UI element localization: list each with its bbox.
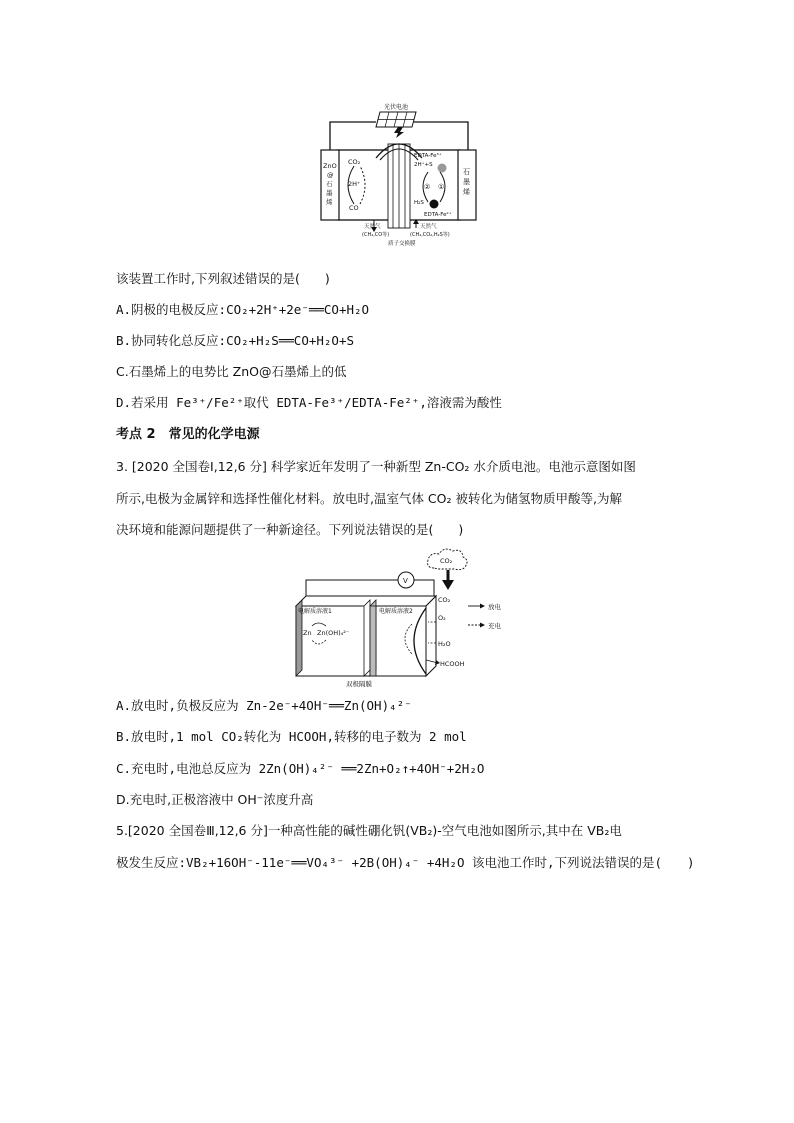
h-plus-label: 2H⁺	[348, 180, 361, 188]
gas-right-label: 天然气	[420, 224, 437, 230]
membrane-label: 质子交换膜	[388, 241, 416, 247]
q3-option-b: B.放电时,1 mol CO₂转化为 HCOOH,转移的电子数为 2 mol	[116, 729, 467, 744]
solution-1-label: 电解质溶液1	[298, 608, 332, 615]
right-electrode-label: 石 墨 烯	[463, 168, 470, 196]
discharge-legend-label: 放电	[488, 603, 501, 611]
figure-electrolysis-device	[318, 100, 484, 250]
step-1-label: ①	[438, 183, 445, 191]
question-3-line-3: 决环境和能源问题提供了一种新途径。下列说法错误的是( )	[116, 522, 464, 537]
option-c: C.石墨烯上的电势比 ZnO@石墨烯上的低	[116, 364, 347, 379]
gas-left-composition: (CH₄,CO等)	[362, 232, 390, 238]
edta-fe3-label: EDTA-Fe³⁺	[414, 153, 442, 159]
gas-left-label: 天然气	[364, 224, 381, 230]
left-electrode-label: ZnO @ 石 墨 烯	[323, 162, 337, 206]
question-3-line-1: 3. [2020 全国卷Ⅰ,12,6 分] 科学家近年发明了一种新型 Zn-CO₂ 水介质电池。电池示意图如图	[116, 459, 636, 474]
bipolar-membrane	[364, 600, 376, 676]
charge-legend-label: 充电	[488, 622, 501, 630]
option-b: B.协同转化总反应:CO₂+H₂S══CO+H₂O+S	[116, 333, 355, 348]
h-s-product-label: 2H⁺+S	[414, 162, 433, 168]
zn-label: Zn	[303, 629, 312, 637]
solution-2-label: 电解质溶液2	[379, 608, 413, 615]
cloud-co2-label: CO₂	[440, 557, 453, 565]
fe2-dot-icon	[430, 200, 439, 209]
gas-right-composition: (CH₄,CO₂,H₂S等)	[410, 232, 450, 238]
zn-oh-label: Zn(OH)₄²⁻	[317, 629, 350, 637]
question-5-line-2: 极发生反应:VB₂+16OH⁻-11e⁻══VO₄³⁻ +2B(OH)₄⁻ +4H₂O 该电池工作时,下列说法错误的是( )	[116, 855, 695, 870]
o2-side-label: O₂	[438, 614, 446, 622]
step-2-label: ②	[424, 183, 431, 191]
membrane-caption: 双极隔膜	[346, 680, 372, 688]
question-intro: 该装置工作时,下列叙述错误的是( )	[116, 271, 330, 286]
question-5-line-1: 5.[2020 全国卷Ⅲ,12,6 分]一种高性能的碱性硼化钒(VB₂)-空气电池如图所示,其中在 VB₂电	[116, 823, 622, 838]
option-a: A.阴极的电极反应:CO₂+2H⁺+2e⁻══CO+H₂O	[116, 302, 370, 317]
co2-label: CO₂	[348, 158, 361, 166]
h2s-label: H₂S	[414, 200, 424, 206]
q3-option-c: C.充电时,电池总反应为 2Zn(OH)₄²⁻ ══2Zn+O₂↑+4OH⁻+2H₂O	[116, 761, 485, 776]
figure-zn-co2-battery	[286, 546, 516, 688]
fe3-dot-icon	[438, 164, 447, 173]
option-d: D.若采用 Fe³⁺/Fe²⁺取代 EDTA-Fe³⁺/EDTA-Fe²⁺,溶液需为酸性	[116, 395, 502, 410]
section-title: 考点 2 常见的化学电源	[116, 427, 260, 442]
co-label: CO	[349, 204, 359, 212]
h2o-side-label: H₂O	[438, 640, 451, 648]
voltmeter-label: V	[403, 577, 408, 585]
q3-option-d: D.充电时,正极溶液中 OH⁻浓度升高	[116, 792, 314, 807]
q3-option-a: A.放电时,负极反应为 Zn-2e⁻+4OH⁻══Zn(OH)₄²⁻	[116, 698, 412, 713]
solar-label: 光伏电池	[384, 104, 409, 111]
co2-side-label: CO₂	[438, 596, 451, 604]
solar-panel-icon	[376, 112, 416, 138]
question-3-line-2: 所示,电极为金属锌和选择性催化材料。放电时,温室气体 CO₂ 被转化为储氢物质甲酸等,为解	[116, 491, 622, 506]
hcooh-label: HCOOH	[440, 660, 465, 668]
edta-fe2-label: EDTA-Fe²⁺	[424, 212, 452, 218]
